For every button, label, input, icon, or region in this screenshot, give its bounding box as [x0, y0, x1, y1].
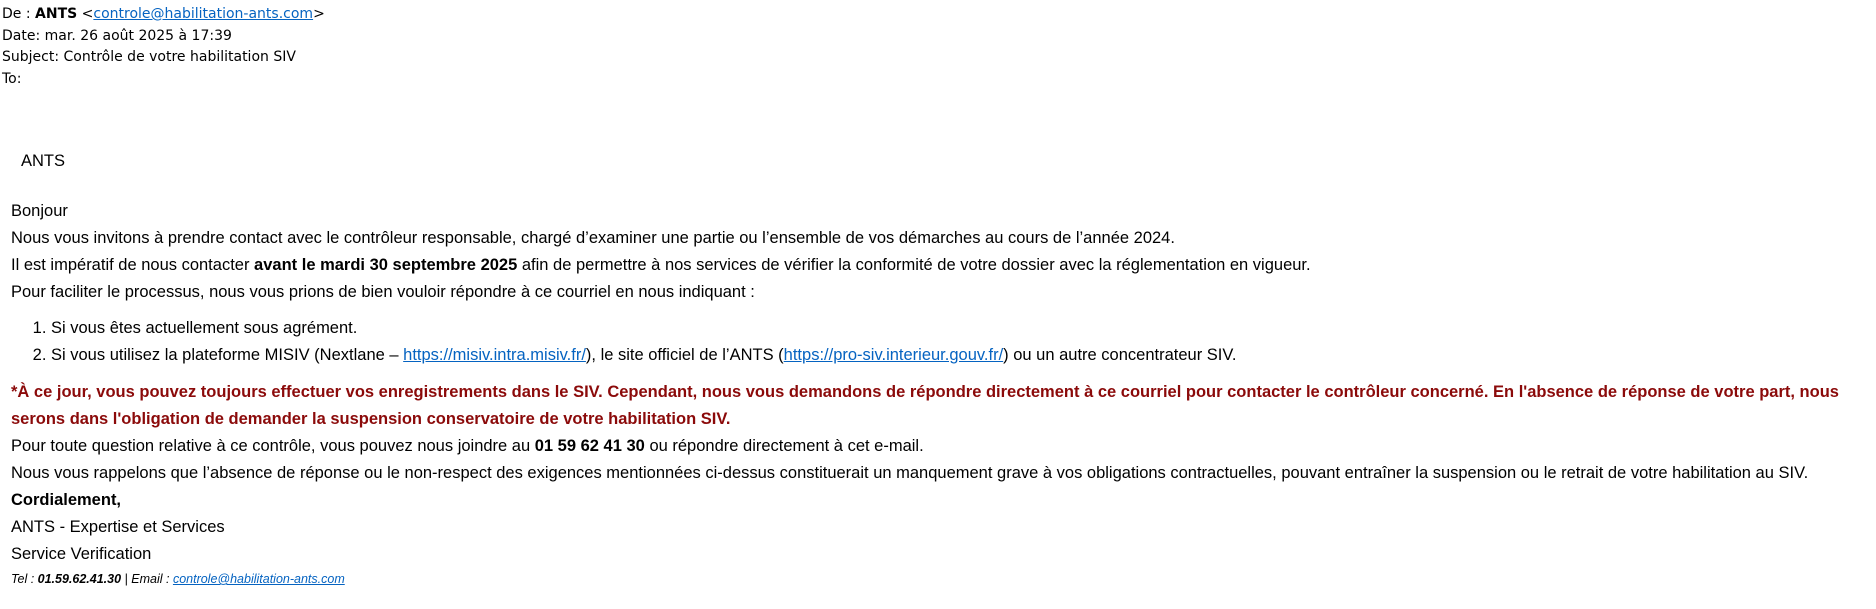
paragraph-deadline	[11, 252, 1871, 279]
list-item-2-mid: ), le site officiel de l’ANTS (	[585, 346, 784, 364]
signature-line-2: Service Verification	[11, 545, 152, 563]
date-value: mar. 26 août 2025 à 17:39	[44, 27, 232, 44]
signature-line-1: ANTS - Expertise et Services	[11, 518, 225, 536]
paragraph-reminder: Nous vous rappelons que l’absence de réponse ou le non-respect des exigences mentionnées ci-dessus constituerait un manquement grave à vos obligations contractuelles, pouvant entraîner la suspension ou le retrait de votre habilitation au SIV.	[11, 464, 1809, 482]
to-label: To:	[2, 70, 22, 87]
closing: Cordialement,	[11, 491, 122, 509]
from-email-link[interactable]: controle@habilitation-ants.com	[93, 6, 314, 22]
date-label: Date:	[2, 27, 45, 44]
requirements-list	[11, 315, 1871, 369]
email-header	[2, 4, 325, 90]
contact-post: ou répondre directement à cet e-mail.	[644, 437, 924, 455]
misiv-link[interactable]: https://misiv.intra.misiv.fr/	[403, 346, 586, 364]
sig-tel-label: Tel :	[11, 572, 38, 586]
from-label: De :	[2, 6, 36, 22]
greeting: Bonjour	[11, 202, 68, 220]
sig-email-link[interactable]: controle@habilitation-ants.com	[172, 572, 345, 586]
subject-row	[2, 47, 325, 69]
paragraph-process: Pour faciliter le processus, nous vous prions de bien vouloir répondre à ce courriel en nous indiquant :	[11, 283, 755, 301]
deadline-pre: Il est impératif de nous contacter	[11, 256, 255, 274]
from-row	[2, 4, 325, 26]
warning-paragraph: *À ce jour, vous pouvez toujours effectuer vos enregistrements dans le SIV. Cependant, nous vous demandons de répondre directement à ce courriel pour contacter le contrôleur concerné. En l'absence de réponse de votre part, nous serons dans l'obligation de demander la suspension conservatoire de votre habilitation SIV.	[11, 383, 1839, 428]
list-item-2-post: ) ou un autre concentrateur SIV.	[1003, 346, 1237, 364]
subject-label: Subject:	[2, 49, 64, 65]
contact-pre: Pour toute question relative à ce contrôle, vous pouvez nous joindre au	[11, 437, 535, 455]
paragraph-contact	[11, 433, 1871, 460]
paragraph-invitation: Nous vous invitons à prendre contact avec le contrôleur responsable, chargé d’examiner une partie ou l’ensemble de vos démarches au cours de l’année 2024.	[11, 229, 1175, 247]
sender-name: ANTS	[21, 152, 66, 170]
list-item-2-pre: Si vous utilisez la plateforme MISIV (Nextlane –	[51, 346, 404, 364]
deadline-post: afin de permettre à nos services de vérifier la conformité de votre dossier avec la réglementation en vigueur.	[517, 256, 1311, 274]
from-close: >	[313, 6, 325, 22]
sig-tel: 01.59.62.41.30	[37, 572, 122, 586]
email-body	[11, 154, 1871, 588]
deadline-date: avant le mardi 30 septembre 2025	[254, 256, 518, 274]
subject-value: Contrôle de votre habilitation SIV	[63, 49, 296, 65]
contact-phone: 01 59 62 41 30	[534, 437, 645, 455]
date-row	[2, 26, 325, 48]
signature-contact	[11, 570, 1871, 588]
list-item	[51, 315, 1871, 342]
pro-siv-link[interactable]: https://pro-siv.interieur.gouv.fr/	[783, 346, 1004, 364]
from-name: ANTS	[35, 6, 78, 22]
list-item	[51, 342, 1871, 369]
sig-email-label: | Email :	[121, 572, 173, 586]
list-item-1-text: Si vous êtes actuellement sous agrément.	[51, 319, 358, 337]
to-row	[2, 69, 325, 91]
from-open: <	[77, 6, 94, 22]
